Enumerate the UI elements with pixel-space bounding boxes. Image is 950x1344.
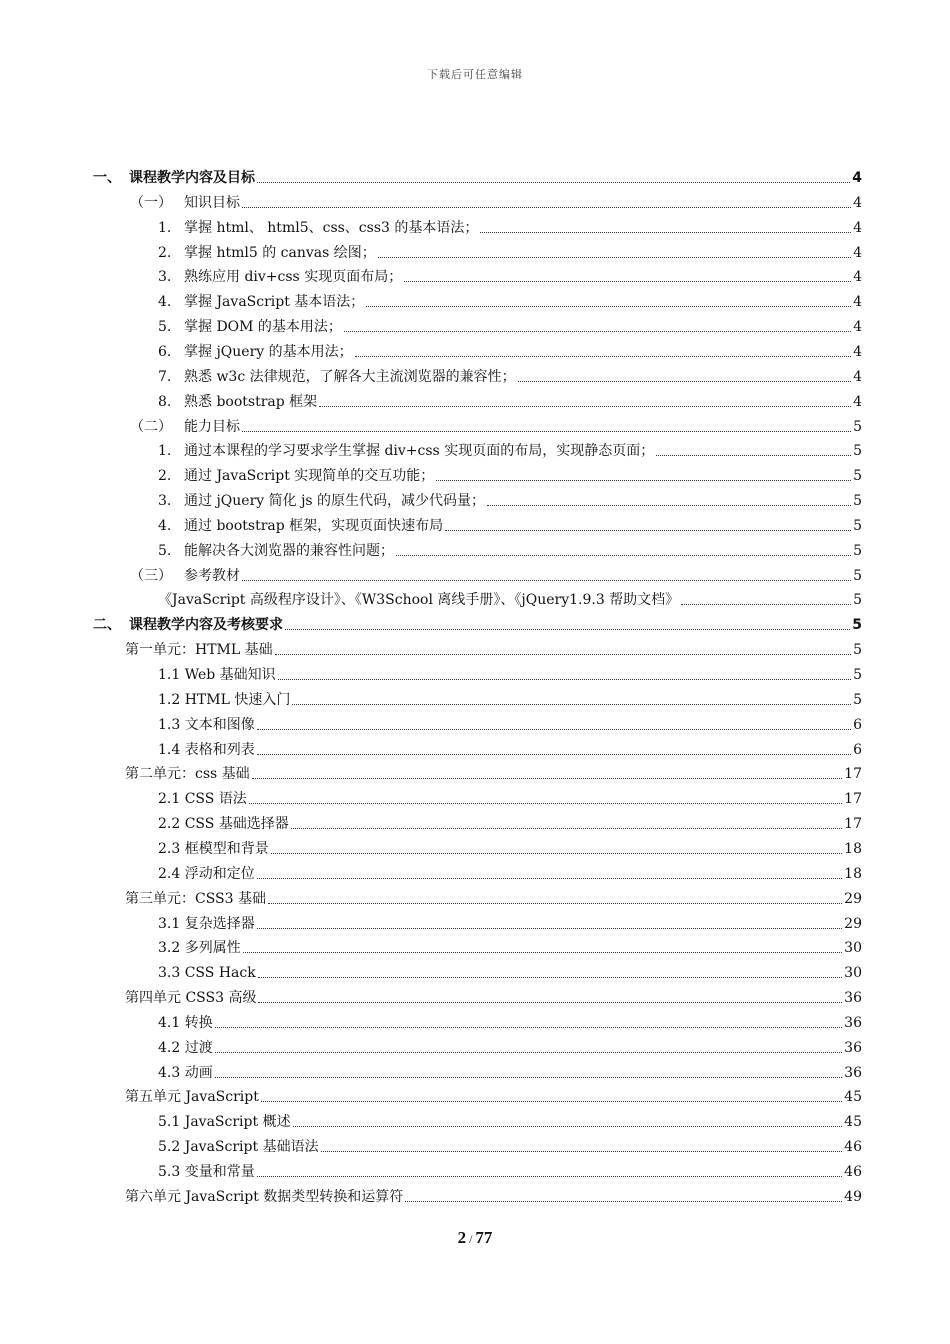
header-note: 下载后可任意编辑 — [427, 68, 523, 81]
dot-leader — [268, 903, 842, 904]
toc-entry[interactable] — [158, 960, 862, 982]
toc-entry-number: 3. — [158, 269, 172, 286]
toc-entry[interactable] — [130, 563, 862, 585]
toc-entry-page: 5 — [853, 542, 862, 559]
dot-leader — [656, 455, 851, 456]
toc-entry-page: 49 — [844, 1188, 862, 1205]
toc-entry[interactable] — [158, 811, 862, 833]
toc-entry[interactable] — [158, 662, 862, 684]
toc-entry[interactable] — [158, 1035, 862, 1057]
dot-leader — [243, 952, 842, 953]
toc-entry-number: 1. — [158, 443, 172, 460]
dot-leader — [215, 1027, 842, 1028]
dot-leader — [275, 654, 851, 655]
toc-entry-title: 2.4 浮动和定位 — [158, 865, 255, 882]
dot-leader — [278, 679, 851, 680]
toc-entry[interactable] — [93, 165, 862, 187]
toc-entry-number: （二） — [130, 418, 172, 435]
toc-entry[interactable] — [158, 389, 862, 411]
toc-entry[interactable] — [125, 985, 862, 1007]
toc-entry[interactable] — [125, 1084, 862, 1106]
toc-entry-number: 一、 — [93, 170, 121, 186]
toc-entry-page: 17 — [844, 816, 862, 833]
toc-entry-page: 30 — [844, 965, 862, 982]
toc-entry[interactable] — [158, 836, 862, 858]
dot-leader — [355, 356, 851, 357]
toc-entry-title: 1.3 文本和图像 — [158, 716, 255, 733]
toc-entry[interactable] — [158, 1060, 862, 1082]
toc-entry-title: 2.1 CSS 语法 — [158, 791, 247, 808]
dot-leader — [487, 505, 851, 506]
toc-entry[interactable] — [125, 1184, 862, 1206]
toc-entry[interactable] — [158, 240, 862, 262]
toc-entry-number: 6. — [158, 343, 172, 360]
dot-leader — [319, 406, 851, 407]
toc-entry-title: 第四单元 CSS3 高级 — [125, 990, 257, 1007]
toc-entry-page: 29 — [844, 915, 862, 932]
dot-leader — [681, 604, 851, 605]
toc-entry-title: 掌握 DOM 的基本用法； — [184, 319, 342, 336]
toc-entry-title: 课程教学内容及目标 — [129, 170, 255, 186]
dot-leader — [258, 1002, 842, 1003]
toc-entry-title: 4.2 过渡 — [158, 1039, 213, 1056]
toc-entry-number: 2. — [158, 244, 172, 261]
toc-entry-title: 能力目标 — [184, 418, 240, 435]
toc-entry-title: 第五单元 JavaScript — [125, 1089, 259, 1106]
toc-entry-title: 5.2 JavaScript 基础语法 — [158, 1139, 319, 1156]
toc-entry-title: 通过 bootstrap 框架，实现页面快速布局 — [184, 517, 444, 534]
dot-leader — [396, 555, 851, 556]
toc-entry-page: 5 — [853, 418, 862, 435]
toc-entry[interactable] — [158, 935, 862, 957]
dot-leader — [242, 580, 851, 581]
toc-entry[interactable] — [130, 414, 862, 436]
toc-entry-title: 2.2 CSS 基础选择器 — [158, 816, 289, 833]
current-page-number: 2 — [457, 1228, 467, 1247]
toc-entry-title: 3.2 多列属性 — [158, 940, 241, 957]
toc-entry-title: 掌握 jQuery 的基本用法； — [184, 343, 353, 360]
dot-leader — [404, 281, 851, 282]
toc-entry-number: 8. — [158, 393, 172, 410]
toc-entry[interactable] — [125, 637, 862, 659]
toc-entry-page: 45 — [844, 1089, 862, 1106]
dot-leader — [292, 704, 851, 705]
toc-entry-page: 36 — [844, 1064, 862, 1081]
toc-entry-title: 2.3 框模型和背景 — [158, 840, 269, 857]
toc-entry[interactable] — [158, 538, 862, 560]
toc-entry-page: 6 — [853, 741, 862, 758]
dot-leader — [249, 803, 842, 804]
toc-entry-number: 7. — [158, 368, 172, 385]
dot-leader — [252, 778, 843, 779]
toc-entry-title: 掌握 JavaScript 基本语法； — [184, 294, 365, 311]
toc-entry-title: 第三单元：CSS3 基础 — [125, 890, 267, 907]
toc-entry[interactable] — [125, 761, 862, 783]
toc-entry-title: 5.3 变量和常量 — [158, 1164, 255, 1180]
dot-leader — [215, 1052, 842, 1053]
toc-entry-page: 5 — [853, 667, 862, 683]
toc-entry-page: 36 — [844, 990, 862, 1007]
toc-entry-title: 5.1 JavaScript 概述 — [158, 1114, 291, 1131]
dot-leader — [242, 431, 851, 432]
toc-entry-title: 《JavaScript 高级程序设计》、《W3School 离线手册》、《jQuery1.9.3 帮助文档》 — [158, 592, 680, 609]
toc-entry[interactable] — [158, 687, 862, 709]
total-pages: 77 — [475, 1228, 493, 1247]
dot-leader — [261, 1101, 842, 1102]
toc-entry-title: 参考教材 — [184, 567, 240, 584]
toc-entry-page: 5 — [853, 691, 862, 708]
toc-entry-title: 通过本课程的学习要求学生掌握 div+css 实现页面的布局，实现静态页面； — [184, 443, 655, 460]
toc-entry-title: 知识目标 — [184, 194, 240, 211]
toc-entry-page: 5 — [853, 567, 862, 584]
toc-entry-title: 第六单元 JavaScript 数据类型转换和运算符 — [125, 1188, 404, 1205]
toc-entry-title: 第二单元：css 基础 — [125, 766, 250, 783]
toc-entry[interactable] — [158, 339, 862, 361]
toc-entry[interactable] — [158, 1010, 862, 1032]
toc-entry[interactable] — [158, 911, 862, 933]
toc-entry-page: 4 — [853, 194, 862, 211]
toc-entry-number: 4. — [158, 294, 172, 311]
toc-entry-page: 4 — [852, 170, 862, 186]
toc-entry[interactable] — [158, 264, 862, 286]
toc-entry-title: 能解决各大浏览器的兼容性问题； — [184, 542, 394, 559]
toc-entry-title: 熟悉 bootstrap 框架 — [184, 393, 318, 410]
toc-entry[interactable] — [158, 1134, 862, 1156]
toc-entry[interactable] — [158, 1159, 862, 1181]
toc-entry-page: 4 — [853, 368, 862, 385]
toc-entry[interactable] — [158, 737, 862, 759]
toc-entry-number: 4. — [158, 517, 172, 534]
dot-leader — [257, 928, 842, 929]
dot-leader — [285, 629, 850, 630]
toc-entry-page: 5 — [853, 443, 862, 460]
toc-entry-page: 46 — [844, 1139, 862, 1156]
toc-entry-page: 45 — [844, 1114, 862, 1131]
dot-leader — [480, 232, 851, 233]
toc-entry-page: 4 — [853, 343, 862, 360]
dot-leader — [257, 754, 851, 755]
toc-entry[interactable] — [158, 587, 862, 609]
toc-entry-title: 1.1 Web 基础知识 — [158, 667, 276, 683]
toc-entry[interactable] — [158, 314, 862, 336]
toc-entry-title: 4.1 转换 — [158, 1014, 213, 1031]
toc-entry-title: 1.2 HTML 快速入门 — [158, 691, 291, 708]
toc-entry[interactable] — [158, 786, 862, 808]
toc-entry-page: 29 — [844, 890, 862, 907]
toc-entry-title: 通过 jQuery 简化 js 的原生代码，减少代码量； — [184, 493, 486, 510]
toc-entry-title: 3.3 CSS Hack — [158, 965, 256, 982]
toc-entry-page: 5 — [853, 468, 862, 485]
toc-entry-page: 17 — [844, 791, 862, 808]
toc-entry-page: 18 — [844, 865, 862, 882]
dot-leader — [291, 828, 842, 829]
toc-entry-number: （一） — [130, 194, 172, 211]
toc-entry-title: 4.3 动画 — [158, 1064, 213, 1081]
toc-entry-page: 18 — [844, 840, 862, 857]
toc-entry-title: 熟练应用 div+css 实现页面布局； — [184, 269, 403, 286]
toc-entry-number: 二、 — [93, 617, 121, 634]
toc-entry-page: 4 — [853, 244, 862, 261]
toc-entry-number: 2. — [158, 468, 172, 485]
toc-entry-title: 3.1 复杂选择器 — [158, 915, 255, 932]
toc-entry-page: 4 — [853, 393, 862, 410]
toc-entry-page: 6 — [853, 716, 862, 733]
toc-entry-page: 5 — [852, 617, 862, 634]
toc-entry-number: 5. — [158, 542, 172, 559]
toc-entry[interactable] — [158, 215, 862, 237]
page-number — [0, 1228, 950, 1248]
toc-entry[interactable] — [158, 1109, 862, 1131]
toc-entry-page: 5 — [853, 592, 862, 609]
dot-leader — [257, 729, 851, 730]
dot-leader — [436, 480, 851, 481]
toc-entry-number: 3. — [158, 493, 172, 510]
toc-entry-title: 通过 JavaScript 实现简单的交互功能； — [184, 468, 435, 485]
dot-leader — [344, 331, 851, 332]
dot-leader — [445, 530, 851, 531]
toc-entry[interactable] — [158, 364, 862, 386]
toc-entry-page: 46 — [844, 1164, 862, 1180]
page-separator: / — [469, 1232, 473, 1246]
toc-entry-title: 1.4 表格和列表 — [158, 741, 255, 758]
toc-entry[interactable] — [130, 190, 862, 212]
toc-entry-page: 4 — [853, 319, 862, 336]
dot-leader — [258, 977, 842, 978]
dot-leader — [293, 1126, 843, 1127]
toc-entry-page: 5 — [853, 493, 862, 510]
toc-entry[interactable] — [158, 488, 862, 510]
toc-entry-title: 熟悉 w3c 法律规范，了解各大主流浏览器的兼容性； — [184, 368, 516, 385]
dot-leader — [257, 1176, 842, 1177]
dot-leader — [257, 878, 842, 879]
dot-leader — [215, 1077, 842, 1078]
toc-entry-number: 1. — [158, 219, 172, 236]
toc-entry-page: 17 — [844, 766, 862, 783]
dot-leader — [257, 182, 850, 183]
toc-entry-page: 36 — [844, 1039, 862, 1056]
toc-entry[interactable] — [158, 712, 862, 734]
dot-leader — [405, 1201, 842, 1202]
dot-leader — [242, 207, 851, 208]
toc-entry-page: 36 — [844, 1014, 862, 1031]
toc-entry-title: 掌握 html5 的 canvas 绘图； — [184, 244, 376, 261]
toc-entry[interactable] — [158, 513, 862, 535]
toc-entry-page: 30 — [844, 940, 862, 957]
toc-entry-number: 5. — [158, 319, 172, 336]
toc-entry[interactable] — [158, 861, 862, 883]
toc-entry-title: 掌握 html、 html5、css、css3 的基本语法； — [184, 219, 479, 236]
dot-leader — [366, 306, 851, 307]
toc-entry[interactable] — [158, 438, 862, 460]
toc-entry[interactable] — [125, 886, 862, 908]
toc-entry-title: 第一单元：HTML 基础 — [125, 642, 273, 659]
toc-entry[interactable] — [93, 612, 862, 634]
toc-entry-title: 课程教学内容及考核要求 — [129, 617, 283, 634]
toc-entry[interactable] — [158, 463, 862, 485]
toc-entry-page: 5 — [853, 517, 862, 534]
toc-entry-number: （三） — [130, 567, 172, 584]
dot-leader — [321, 1151, 843, 1152]
toc-entry-page: 4 — [853, 294, 862, 311]
dot-leader — [271, 853, 842, 854]
toc-entry-page: 5 — [853, 642, 862, 659]
toc-entry-page: 4 — [853, 269, 862, 286]
toc-entry[interactable] — [158, 289, 862, 311]
dot-leader — [518, 381, 851, 382]
dot-leader — [378, 257, 851, 258]
toc-entry-page: 4 — [853, 219, 862, 236]
